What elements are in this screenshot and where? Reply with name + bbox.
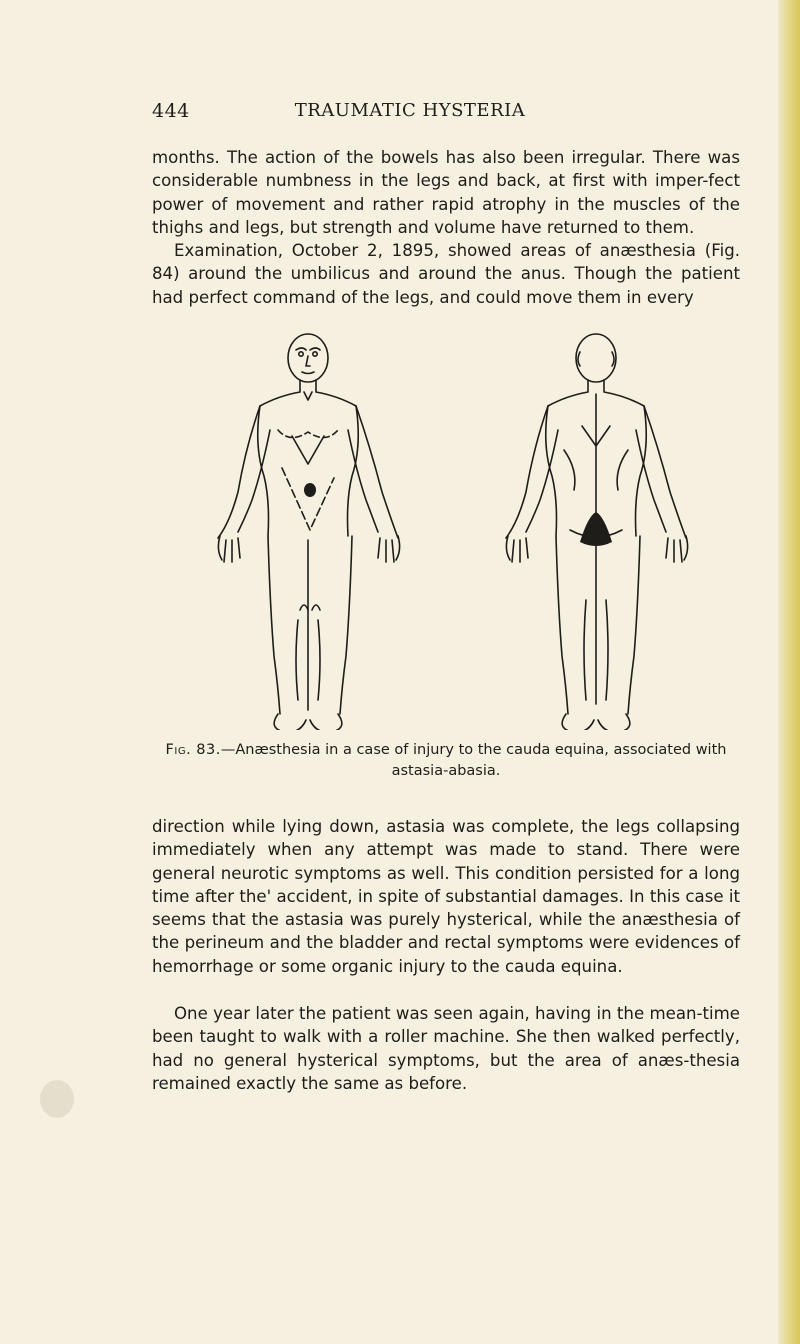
paragraph-3: direction while lying down, astasia was complete, the legs collapsing immediately when any attempt was made to stand. There were general neurotic symptoms as well. This condition persisted for a long time after the' accident, in spite of substantial damages. In this case it seems that the astasia was purely hysterical, while the anæsthesia of the perineum and the bladder and rectal symptoms were evidences of hemorrhage or some organic injury to the cauda equina. [152, 817, 740, 976]
umbilicus-anaesthesia-area [304, 483, 316, 497]
front-body-outline [218, 334, 400, 730]
page-edge-gilt [778, 0, 800, 1344]
running-title: TRAUMATIC HYSTERIA [294, 100, 526, 121]
paper-stain [40, 1080, 74, 1118]
page-number: 444 [152, 100, 190, 122]
figure-caption [152, 740, 740, 782]
figure-label: Fig. 83. [165, 742, 221, 758]
figure-anaesthesia-diagram [212, 330, 692, 730]
anal-anaesthesia-area [580, 512, 612, 546]
paragraph-2: Examination, October 2, 1895, showed areas of anæsthesia (Fig. 84) around the umbilicus and around the anus. Though the patient had perfect command of the legs, and could move them in every [152, 241, 740, 307]
figure-caption-text: —Anæsthesia in a case of injury to the cauda equina, associated with astasia-abasia. [220, 742, 727, 779]
paragraph-1: months. The action of the bowels has also been irregular. There was considerable numbness in the legs and back, at first with imper-fect power of movement and rather rapid atrophy in the muscles of the thighs and legs, but strength and volume have returned to them. [152, 148, 740, 237]
paragraph-4: One year later the patient was seen again, having in the mean-time been taught to walk with a roller machine. She then walked perfectly, had no general hysterical symptoms, but the area of anæs-thesia remained exactly the same as before. [152, 1004, 740, 1093]
